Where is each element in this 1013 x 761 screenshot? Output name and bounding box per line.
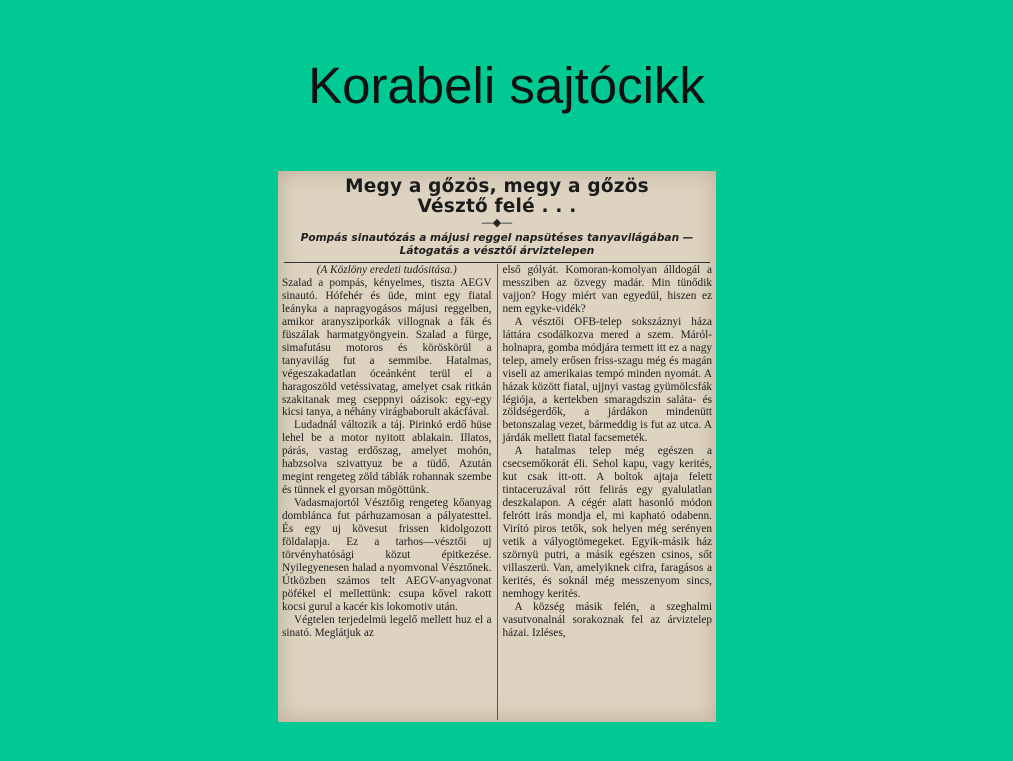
paragraph: A vésztői OFB-telep sokszáznyi háza láttára csodálkozva mered a szem. Máról-holnapra, gomba módjára termett itt ez a nagy telep, amely erősen friss-szagu még és magán viseli az amerikaias tempó minden nyomát. A házak között fiatal, ujjnyi vastag gyümölcsfák légiója, a kertekben smaragdszin saláta- és zöldségerdők, a járdákon mindenütt betonszalag vezet, bármeddig is fut az utca. A járdák mellett fiatal facsemeték. <box>502 315 712 445</box>
article-subheadline: Pompás sinautózás a májusi reggel napsütéses tanyavilágában — Látogatás a vésztői árviztelepen <box>284 232 710 263</box>
headline-line-2: Vésztő felé . . . <box>417 196 577 217</box>
paragraph: A község másik felén, a szeghalmi vasutvonalnál sorakoznak fel az árviztelep házai. Izléses, <box>502 600 712 639</box>
byline: (A Közlöny eredeti tudósitása.) <box>316 264 457 276</box>
paragraph: Ludadnál változik a táj. Pirinkó erdő hüse lehel be a motor nyitott ablakain. Illatos, párás, vastag erdőszag, amelyet mohón, habzsolva szivattyuz be a tüdő. Azután megint rengeteg zöld táblák rohannak szembe és tünnek el gyorsan mögöttünk. <box>282 419 492 497</box>
article-columns <box>282 264 712 720</box>
paragraph: első gólyát. Komoran-komolyan álldogál a messziben az özvegy madár. Min tünődik vajjon? Hogy miért van egyedül, hiszen ez nem egyke-vidék? <box>502 264 712 315</box>
paragraph: A hatalmas telep még egészen a csecsemőkorát éli. Sehol kapu, vagy kerités, kut csak itt-ott. A boltok ajtaja felett tintaceruzával rótt felirás egy gyalulatlan deszkalapon. A cégér alatt hasonló módon felrótt irás mondja el, mi kapható odabenn. Virító piros tetők, sok helyen még serényen vetik a vályogtömegeket. Egyik-másik ház szörnyü putri, a másik egészen csinos, sőt villaszerü. Van, amelyiknek cifra, faragásos a kerités, és soknál még messzenyom sincs, nemhogy kerités. <box>502 445 712 600</box>
slide-title: Korabeli sajtócikk <box>308 57 705 114</box>
newspaper-clipping <box>278 171 716 722</box>
paragraph: Szalad a pompás, kényelmes, tiszta AEGV sinautó. Hófehér és üde, mint egy fiatal leányka a napragyogásos májusi reggelben, amikor aranysziporkák villognak a fák és füszálak harmatgyöngyein. Szalad a fürge, simafutásu motoros és köröskörül a tanyavilág fut a semmibe. Hatalmas, végeszakadatlan óceánként terül el a haragoszöld vetéssivatag, amelyet csak ritkán szakitanak meg cseppnyi oázisok: egy-egy kicsi tanya, a néhány virágbaborult akácfával. <box>282 276 492 419</box>
right-column <box>498 264 713 720</box>
paragraph: Végtelen terjedelmü legelő mellett huz el a sinató. Meglátjuk az <box>282 613 492 639</box>
ornament-divider: —◆— <box>481 217 513 229</box>
article-headline <box>284 177 710 217</box>
headline-line-1: Megy a gőzös, megy a gőzös <box>345 176 649 197</box>
left-column <box>282 264 498 720</box>
paragraph: Vadasmajortól Vésztőig rengeteg kőanyag domblánca fut párhuzamosan a pályatesttel. És egy uj kövesut frissen kidolgozott földalapja. Ez a tarhos—vésztői uj törvényhatósági közut épitkezése. Nyilegyenesen halad a nyomvonal Vésztőnek. Útközben számos telt AEGV-anyagvonat pöfékel el mellettünk: csupa kővel rakott kocsi gurul a kacér kis lokomotiv után. <box>282 497 492 613</box>
